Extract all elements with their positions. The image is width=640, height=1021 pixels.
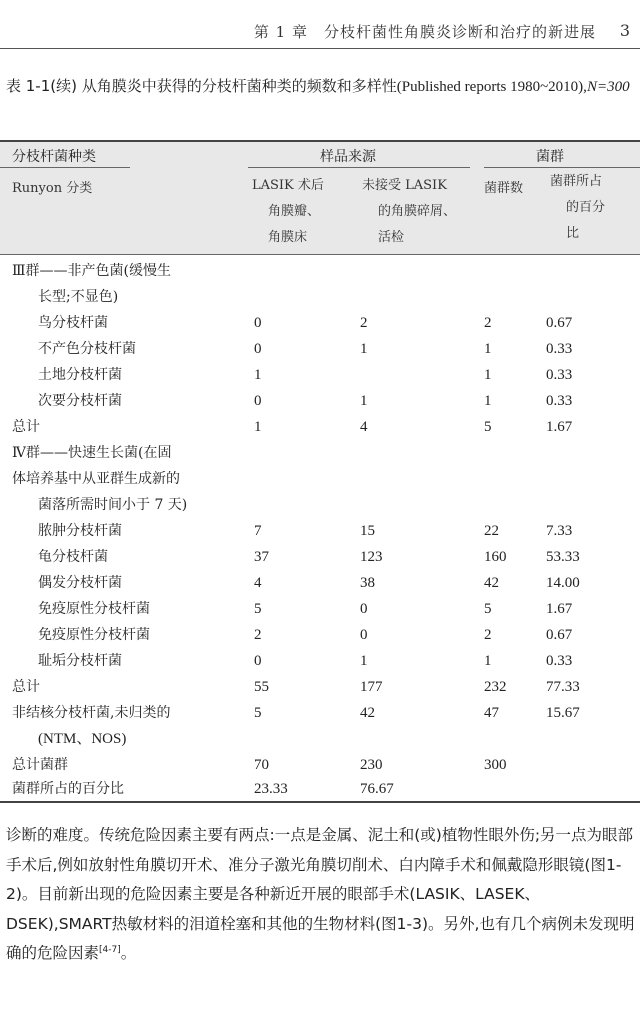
nonlasik-subheader-line2: 的角膜碎屑、 (378, 204, 457, 219)
cell-nonlasik: 230 (360, 757, 383, 773)
row-name: 不产色分枝杆菌 (38, 341, 136, 357)
cell-nonlasik: 15 (360, 523, 375, 539)
page-number: 3 (619, 21, 630, 40)
cell-lasik: 0 (254, 315, 262, 331)
cell-percent: 7.33 (546, 523, 573, 539)
cell-lasik: 0 (254, 341, 262, 357)
chapter-title: 第 1 章 分枝杆菌性角膜炎诊断和治疗的新进展 (253, 23, 596, 41)
cell-nonlasik: 0 (360, 601, 368, 617)
cell-lasik: 0 (254, 393, 262, 409)
cell-percent: 0.33 (546, 653, 573, 669)
cell-lasik: 4 (254, 575, 262, 591)
cell-percent: 14.00 (546, 575, 580, 591)
cell-lasik: 70 (254, 757, 269, 773)
cell-count: 232 (484, 679, 507, 695)
row-name: 土地分枝杆菌 (38, 367, 122, 383)
cell-count: 22 (484, 523, 499, 539)
cell-count: 160 (484, 549, 507, 565)
cell-percent: 15.67 (546, 705, 580, 721)
cell-percent: 0.33 (546, 341, 573, 357)
cell-count: 1 (484, 653, 492, 669)
cell-lasik: 1 (254, 367, 262, 383)
cell-percent: 0.67 (546, 315, 573, 331)
row-name: Ⅲ群——非产色菌(缓慢生 (12, 263, 171, 279)
running-header (0, 0, 640, 49)
row-name: 偶发分枝杆菌 (38, 575, 122, 591)
cell-nonlasik: 4 (360, 419, 368, 435)
cell-nonlasik: 38 (360, 575, 375, 591)
cell-nonlasik: 123 (360, 549, 383, 565)
table-caption (6, 74, 634, 99)
row-name: 菌落所需时间小于 7 天) (38, 497, 188, 513)
row-name: 体培养基中从亚群生成新的 (12, 471, 180, 487)
row-name: 次要分枝杆菌 (38, 393, 122, 409)
col-species-header: 分枝杆菌种类 (12, 149, 96, 165)
row-name: 总计 (12, 679, 40, 695)
cell-percent: 0.33 (546, 367, 573, 383)
cell-lasik: 0 (254, 653, 262, 669)
row-name: 脓肿分枝杆菌 (38, 523, 122, 539)
col-source-header: 样品来源 (320, 149, 376, 165)
row-name: 非结核分枝杆菌,未归类的 (12, 705, 171, 721)
row-name: 鸟分枝杆菌 (38, 315, 108, 331)
cell-count: 42 (484, 575, 499, 591)
row-name: 长型;不显色) (38, 289, 119, 305)
table-top-rule (0, 140, 640, 142)
nonlasik-subheader-line1: 未接受 LASIK (362, 178, 447, 193)
cell-count: 5 (484, 419, 492, 435)
pct-subheader-line1: 菌群所占 (550, 174, 603, 189)
row-name: 总计 (12, 419, 40, 435)
cell-nonlasik: 76.67 (360, 781, 394, 797)
row-name: 龟分枝杆菌 (38, 549, 108, 565)
cell-nonlasik: 1 (360, 393, 368, 409)
cell-lasik: 5 (254, 705, 262, 721)
pct-subheader-line2: 的百分 (566, 200, 606, 215)
cell-lasik: 2 (254, 627, 262, 643)
lasik-subheader-line1: LASIK 术后 (252, 178, 324, 193)
row-name: 免疫原性分枝杆菌 (38, 627, 150, 643)
caption-n: N=300 (586, 79, 630, 95)
cell-percent: 1.67 (546, 601, 573, 617)
lasik-subheader-line2: 角膜瓣、 (268, 204, 321, 219)
cell-lasik: 55 (254, 679, 269, 695)
cell-lasik: 1 (254, 419, 262, 435)
cell-count: 2 (484, 627, 492, 643)
row-name: 耻垢分枝杆菌 (38, 653, 122, 669)
cell-count: 2 (484, 315, 492, 331)
cell-percent: 0.67 (546, 627, 573, 643)
cell-count: 5 (484, 601, 492, 617)
cell-nonlasik: 2 (360, 315, 368, 331)
cell-nonlasik: 177 (360, 679, 383, 695)
col-group-header: 菌群 (536, 149, 564, 165)
cell-count: 47 (484, 705, 499, 721)
row-name: (NTM、NOS) (38, 731, 127, 747)
cell-count: 1 (484, 367, 492, 383)
paragraph-end: 。 (120, 944, 137, 962)
cell-percent: 0.33 (546, 393, 573, 409)
cell-percent: 77.33 (546, 679, 580, 695)
cell-nonlasik: 42 (360, 705, 375, 721)
cell-count: 1 (484, 341, 492, 357)
cell-nonlasik: 1 (360, 653, 368, 669)
cell-count: 300 (484, 757, 507, 773)
count-subheader: 菌群数 (484, 181, 524, 196)
row-name: 总计菌群 (12, 757, 68, 773)
runyon-subheader: Runyon 分类 (12, 181, 93, 196)
cell-nonlasik: 0 (360, 627, 368, 643)
species-header-rule (0, 167, 130, 168)
row-name: 免疫原性分枝杆菌 (38, 601, 150, 617)
paragraph-text: 诊断的难度。传统危险因素主要有两点:一点是金属、泥土和(或)植物性眼外伤;另一点为眼部手术后,例如放射性角膜切开术、准分子激光角膜切削术、白内障手术和佩戴隐形眼镜(图1-2)。目前新出现的危险因素主要是各种新近开展的眼部手术(LASIK、LASEK、DSEK),SMART热敏材料的泪道栓塞和其他的生物材料(图1-3)。另外,也有几个病例未发现明确的危险因素 (6, 826, 635, 962)
cell-lasik: 23.33 (254, 781, 288, 797)
row-name: 菌群所占的百分比 (12, 781, 124, 797)
caption-english: (Published reports 1980~2010), (396, 79, 587, 95)
nonlasik-subheader-line3: 活检 (378, 230, 405, 245)
cell-count: 1 (484, 393, 492, 409)
pct-subheader-line3: 比 (566, 226, 580, 241)
body-paragraph (6, 821, 636, 969)
table-header-bottom-rule (0, 254, 640, 255)
cell-lasik: 37 (254, 549, 269, 565)
lasik-subheader-line3: 角膜床 (268, 230, 308, 245)
caption-lead: 表 1-1(续) 从角膜炎中获得的分枝杆菌种类的频数和多样性 (6, 77, 397, 95)
cell-lasik: 5 (254, 601, 262, 617)
cell-percent: 53.33 (546, 549, 580, 565)
row-name: Ⅳ群——快速生长菌(在固 (12, 445, 172, 461)
cell-lasik: 7 (254, 523, 262, 539)
citation-marker: [4-7] (99, 945, 121, 955)
cell-percent: 1.67 (546, 419, 573, 435)
cell-nonlasik: 1 (360, 341, 368, 357)
source-header-rule (248, 167, 470, 168)
